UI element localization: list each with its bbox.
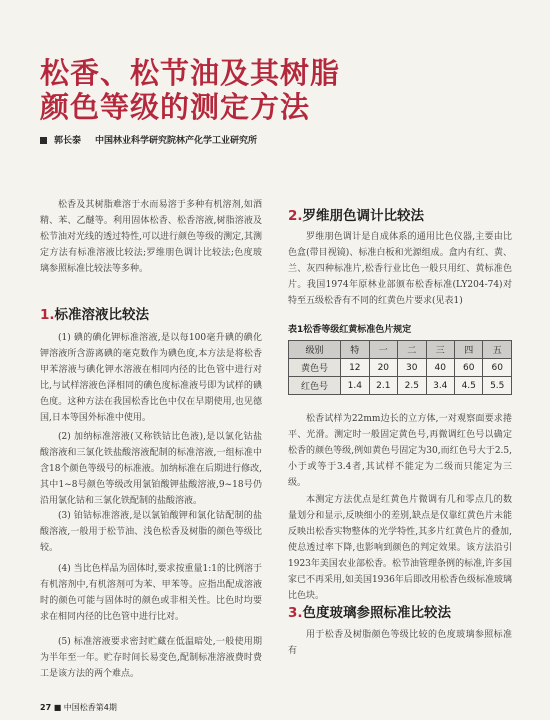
table-cell: 3.4 [426, 377, 454, 395]
intro-paragraph: 松香及其树脂难溶于水而易溶于多种有机溶剂,如酒精、苯、乙醚等。利用固体松香、松香溶液,树脂溶液及松节油对光线的透过特性,可以进行颜色等级的测定,其测定方法有标准溶液比较法;罗维朋色调计比较法;色度玻璃参照标准比较法等多种。 [40, 200, 262, 274]
section-1-paragraph-1: (1) 碘的碘化钾标准溶液,是以每100毫升碘的碘化钾溶液所含游离碘的毫克数作为碘色度,本方法是将松香甲苯溶液与碘化钾水溶液在相同内径的比色管中进行对比,与试样溶液色泽相同的碘色度标准液号即为试样的碘色度。这种方法在我国松香比色中仅在早期使用,也见德国,日本等国外标准中使用。 [40, 333, 262, 423]
section-3-title: 色度玻璃参照标准比较法 [302, 605, 452, 621]
table-cell: 4.5 [455, 377, 483, 395]
section-1-paragraph-4: (4) 当比色样品为固体时,要求按重量1:1的比例溶于有机溶剂中,有机溶剂可为苯、甲苯等。应指出配成溶液时的颜色可能与固体时的颜色或非相关性。比色时均要求在相同内径的比色管中进行比对。 [40, 564, 262, 622]
section-1-paragraph-3: (3) 铂钴标准溶液,是以氯铂酸钾和氯化钴配制的盐酸溶液,一般用于松节油、浅色松香及树脂的颜色等级比较。 [40, 511, 262, 553]
section-2-paragraph-3: 本测定方法优点是红黄色片微调有几和零点几的数量划分和显示,反映细小的差别,缺点是仅靠红黄色片未能反映出松香实物整体的光学特性,其多片红黄色片的叠加,使总透过率下降,也影响到颜色的判定效果。该方法沿引1923年美国农业部松香。松节油管理条例的标准,许多国家已不再采用,如美国1936年后即改用松香色级标准玻璃比色块。 [288, 495, 512, 601]
section-1-heading [40, 303, 149, 323]
table-cell: 1.4 [341, 377, 369, 395]
square-bullet-icon [40, 137, 47, 144]
table-cell: 20 [369, 359, 397, 377]
section-1-paragraph-5: (5) 标准溶液要求密封贮藏在低温暗处,一般使用期为半年至一年。贮存时间长易变色,配制标准溶液费时费工是该方法的两个难点。 [40, 637, 262, 679]
rosin-grade-table [288, 340, 512, 395]
table-header-cell: 三 [426, 341, 454, 359]
table-header-cell: 五 [483, 341, 512, 359]
table-header-cell: 二 [398, 341, 426, 359]
footer-bullet-icon: ■ [53, 703, 62, 712]
table-cell: 30 [398, 359, 426, 377]
title-line-1: 松香、松节油及其树脂 [40, 56, 341, 90]
table-header-cell: 一 [369, 341, 397, 359]
table-cell: 12 [341, 359, 369, 377]
table-cell: 2.5 [398, 377, 426, 395]
table-row-header: 红色号 [289, 377, 341, 395]
section-3-paragraph-1: 用于松香及树脂颜色等级比较的色度玻璃参照标准有 [288, 630, 512, 656]
table-row [289, 359, 512, 377]
table-1-title: 表1松香等级红黄标准色片规定 [288, 325, 412, 335]
table-cell: 2.1 [369, 377, 397, 395]
table-header-cell: 四 [455, 341, 483, 359]
section-2-title: 罗维朋色调计比较法 [302, 208, 425, 224]
page-number: 27 [40, 703, 52, 712]
page-footer [40, 702, 117, 713]
table-row [289, 377, 512, 395]
author-name: 郭长泰 [54, 136, 82, 146]
section-3-number: 3. [288, 605, 303, 621]
table-row-header: 黄色号 [289, 359, 341, 377]
section-1-number: 1. [40, 307, 55, 323]
table-cell: 5.5 [483, 377, 512, 395]
author-affiliation: 中国林业科学研究院林产化学工业研究所 [95, 136, 258, 146]
table-header-cell: 级别 [289, 341, 341, 359]
section-1-paragraph-2: (2) 加纳标准溶液(又称铁钴比色液),是以氯化钴盐酸溶液和三氯化铁盐酸溶液配制的标准溶液,一组标准中含18个颜色等级号的标准液。加纳标准在后期进行修改,其中1~8号颜色等级改用氯铂酸钾盐酸溶液,9~18号仍沿用氯化钴和三氯化铁配制的盐酸溶液。 [40, 432, 262, 506]
section-2-heading [288, 204, 424, 224]
section-3-heading [288, 601, 451, 621]
journal-name: 中国松香第4期 [63, 703, 117, 712]
table-cell: 40 [426, 359, 454, 377]
section-1-title: 标准溶液比较法 [54, 307, 150, 323]
section-2-paragraph-2: 松香试样为22mm边长的立方体,一对观察面要求捲平、光滑。测定时一般固定黄色号,再微调红色号以确定松香的颜色等级,例如黄色号固定为30,而红色号大于2.5,小于或等于3.4者,其试样不能定为二级而只能定为三级。 [288, 414, 512, 488]
table-header-row [289, 341, 512, 359]
section-2-paragraph-1: 罗维朋色调计是自成体系的通用比色仪器,主要由比色盒(带目视镜)、标准白板和光源组成。盒内有红、黄、兰、灰四种标准片,松香行业比色一般只用红、黄标准色片。我国1974年原林业部颁布松香标准(LY204-74)对特至五级松香有不同的红黄色片要求(见表1) [288, 232, 512, 306]
section-2-number: 2. [288, 208, 303, 224]
author-line [40, 133, 257, 146]
table-header-cell: 特 [341, 341, 369, 359]
table-cell: 60 [455, 359, 483, 377]
table-cell: 60 [483, 359, 512, 377]
title-line-2: 颜色等级的测定方法 [40, 90, 311, 124]
article-title [40, 56, 340, 124]
